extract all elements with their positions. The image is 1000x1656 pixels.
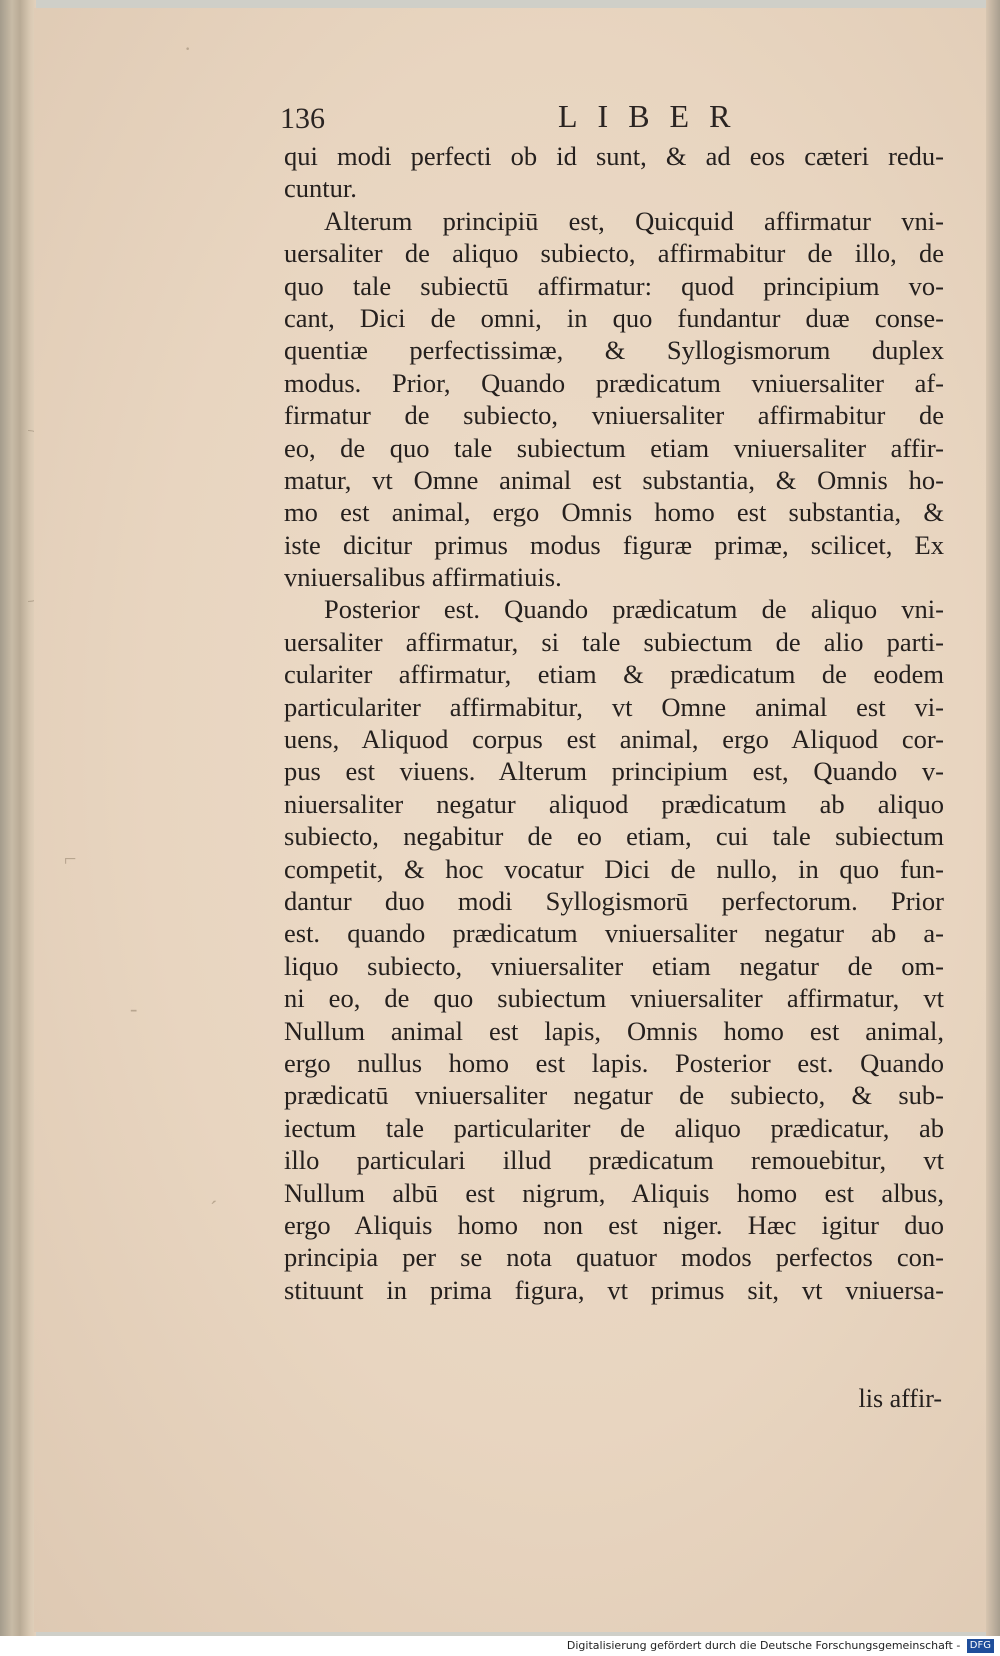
text-line: qui modi perfecti ob id sunt, & ad eos cæteri redu-: [284, 141, 944, 171]
text-line: liquo subiecto, vniuersaliter etiam negatur de om-: [284, 950, 944, 981]
text-line: firmatur de subiecto, vniuersaliter affirmabitur de: [284, 400, 944, 431]
text-line: pus est viuens. Alterum principium est, Quando v-: [284, 756, 944, 787]
text-line: uens, Aliquod corpus est animal, ergo Aliquod cor-: [284, 724, 944, 755]
body-text: [284, 140, 944, 1306]
text-line: iectum tale particulariter de aliquo prædicatur, ab: [284, 1112, 944, 1143]
text-line: competit, & hoc vocatur Dici de nullo, in quo fun-: [284, 853, 944, 884]
text-line: ergo nullus homo est lapis. Posterior est. Quando: [284, 1047, 944, 1078]
text-line: Posterior est. Quando prædicatum de aliquo vni-: [324, 594, 944, 625]
paper-blemish: ⌐: [64, 846, 77, 871]
text-line: Alterum principiū est, Quicquid affirmatur vni-: [324, 205, 944, 236]
text-line: cant, Dici de omni, in quo fundantur duæ conse-: [284, 302, 944, 333]
page-number: 136: [280, 102, 325, 135]
text-line: Nullum albū est nigrum, Aliquis homo est albus,: [284, 1177, 944, 1208]
text-line: subiecto, negabitur de eo etiam, cui tale subiectum: [284, 821, 944, 852]
funding-credit: [567, 1639, 994, 1653]
text-line: matur, vt Omne animal est substantia, & Omnis ho-: [284, 464, 944, 495]
text-line: principia per se nota quatuor modos perfectos con-: [284, 1242, 944, 1273]
text-line: Nullum animal est lapis, Omnis homo est animal,: [284, 1015, 944, 1046]
text-line: uersaliter de aliquo subiecto, affirmabitur de illo, de: [284, 238, 944, 269]
text-line: eo, de quo tale subiectum etiam vniuersaliter affir-: [284, 432, 944, 463]
binding-edge: [0, 0, 36, 1636]
text-line: ni eo, de quo subiectum vniuersaliter affirmatur, vt: [284, 983, 944, 1014]
text-line: est. quando prædicatum vniuersaliter negatur ab a-: [284, 918, 944, 949]
text-line: cuntur.: [284, 173, 357, 204]
text-line: uersaliter affirmatur, si tale subiectum de alio parti-: [284, 626, 944, 657]
page-header: [280, 98, 960, 142]
text-line: quentiæ perfectissimæ, & Syllogismorum duplex: [284, 335, 944, 366]
text-line: vniuersalibus affirmatiuis.: [284, 562, 562, 593]
text-line: particulariter affirmabitur, vt Omne animal est vi-: [284, 691, 944, 722]
text-line: iste dicitur primus modus figuræ primæ, scilicet, Ex: [284, 529, 944, 560]
text-line: stituunt in prima figura, vt primus sit, vt vniuersa-: [284, 1274, 944, 1305]
text-line: modus. Prior, Quando prædicatum vniuersaliter af-: [284, 367, 944, 398]
paper-blemish: ‐: [130, 996, 138, 1021]
text-line: culariter affirmatur, etiam & prædicatum de eodem: [284, 659, 944, 690]
text-line: prædicatū vniuersaliter negatur de subiecto, & sub-: [284, 1080, 944, 1111]
text-line: quo tale subiectū affirmatur: quod principium vo-: [284, 270, 944, 301]
paper-blemish: ·: [184, 36, 192, 61]
text-line: illo particulari illud prædicatum remouebitur, vt: [284, 1145, 944, 1176]
credit-text: Digitalisierung gefördert durch die Deutsche Forschungsgemeinschaft -: [566, 1639, 961, 1652]
page-right-edge: [986, 0, 1000, 1636]
dfg-logo: DFG: [967, 1639, 994, 1653]
text-line: mo est animal, ergo Omnis homo est substantia, &: [284, 497, 944, 528]
paper-blemish: ˊ: [210, 1196, 218, 1221]
text-line: dantur duo modi Syllogismorū perfectorum. Prior: [284, 885, 944, 916]
catchword: lis affir-: [858, 1384, 942, 1413]
text-line: ergo Aliquis homo non est niger. Hæc igitur duo: [284, 1209, 944, 1240]
text-line: niuersaliter negatur aliquod prædicatum ab aliquo: [284, 788, 944, 819]
running-head: LIBER: [558, 98, 751, 134]
